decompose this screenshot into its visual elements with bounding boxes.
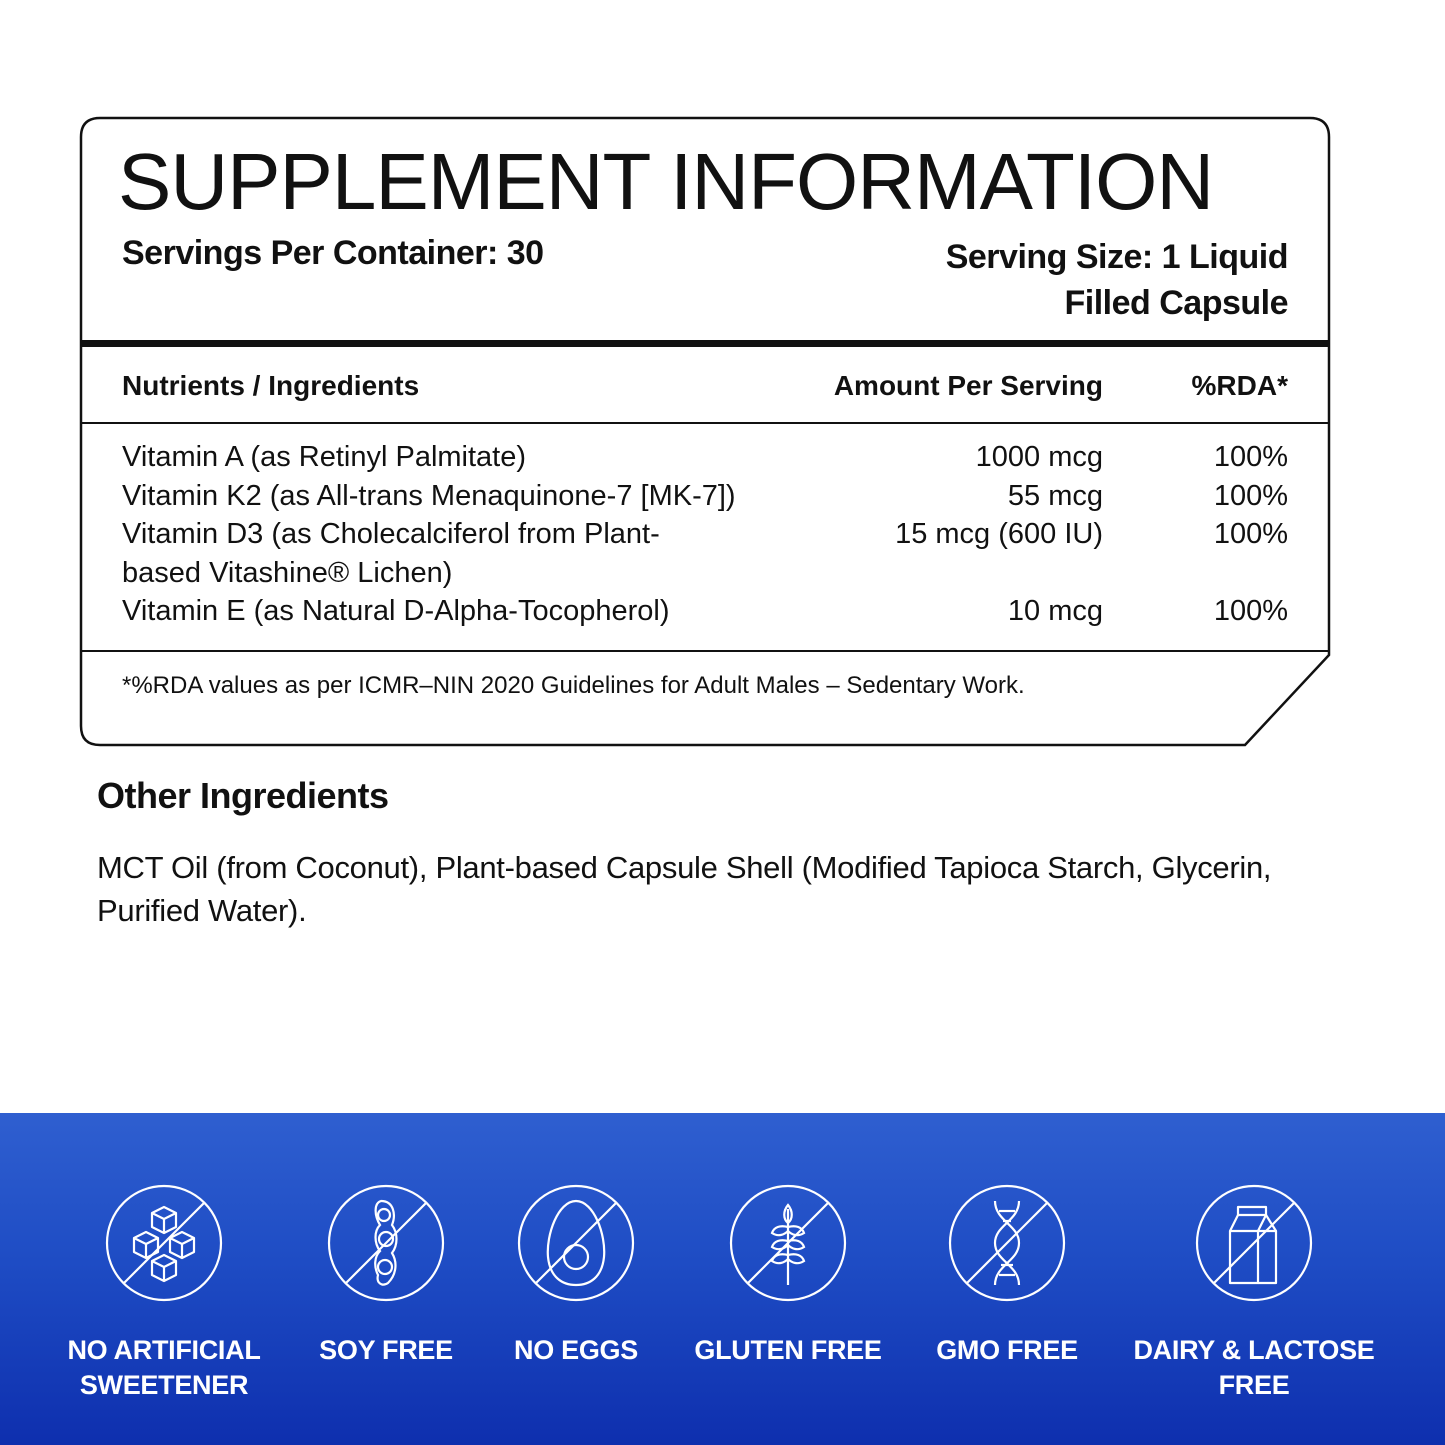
nutrient-name: Vitamin A (as Retinyl Palmitate) (122, 441, 527, 473)
nutrient-amount: 55 mcg (1007, 479, 1103, 512)
nutrient-amount: 15 mcg (600 IU) (895, 518, 1103, 550)
badge-label: NO ARTIFICIAL SWEETENER (67, 1335, 261, 1400)
thick-divider (82, 340, 1329, 347)
nutrient-rda: 100% (1213, 441, 1288, 473)
table-row (122, 477, 1288, 516)
header-divider (82, 422, 1329, 424)
nutrient-rda: 100% (1213, 595, 1288, 627)
sugar-cubes-icon (104, 1183, 224, 1303)
column-header-rda: %RDA* (1191, 370, 1288, 401)
table-row (122, 592, 1288, 631)
wheat-icon (728, 1183, 848, 1303)
milk-carton-icon (1194, 1183, 1314, 1303)
badge-label: NO EGGS (514, 1335, 638, 1365)
nutrient-table (122, 438, 1288, 631)
footnote-divider (82, 650, 1329, 652)
badge-label: GMO FREE (936, 1335, 1078, 1365)
panel-title: SUPPLEMENT INFORMATION (118, 137, 1214, 226)
other-ingredients-text: MCT Oil (from Coconut), Plant-based Capsule Shell (Modified Tapioca Starch, Glycerin, Purified Water). (97, 850, 1272, 928)
badge-label: DAIRY & LACTOSE FREE (1133, 1335, 1375, 1400)
nutrient-rda: 100% (1213, 518, 1288, 550)
badge-label: GLUTEN FREE (694, 1335, 882, 1365)
other-ingredients-heading: Other Ingredients (97, 775, 389, 816)
servings-per-container: Servings Per Container: 30 (122, 234, 544, 272)
dna-icon (947, 1183, 1067, 1303)
serving-size-line2: Filled Capsule (1064, 284, 1288, 322)
free-from-band (0, 1113, 1445, 1445)
badge-label: SOY FREE (319, 1335, 453, 1365)
nutrient-amount: 1000 mcg (975, 441, 1103, 473)
nutrient-name: Vitamin D3 (as Cholecalciferol from Plant-based Vitashine® Lichen) (122, 518, 660, 589)
nutrient-rda: 100% (1213, 479, 1288, 512)
column-header-nutrients: Nutrients / Ingredients (122, 370, 420, 401)
nutrient-name: Vitamin E (as Natural D-Alpha-Tocopherol) (122, 595, 670, 627)
serving-size (946, 234, 1288, 326)
nutrient-name: Vitamin K2 (as All-trans Menaquinone-7 [MK-7]) (122, 479, 736, 512)
serving-size-line1: Serving Size: 1 Liquid (945, 238, 1288, 276)
table-row (122, 438, 1288, 477)
badge-dairy-lactose-free (1104, 1183, 1404, 1403)
egg-icon (516, 1183, 636, 1303)
nutrient-amount: 10 mcg (1007, 595, 1103, 627)
rda-footnote: *%RDA values as per ICMR–NIN 2020 Guidelines for Adult Males – Sedentary Work. (122, 672, 1025, 699)
table-row (122, 515, 1288, 592)
column-header-amount: Amount Per Serving (833, 370, 1103, 401)
